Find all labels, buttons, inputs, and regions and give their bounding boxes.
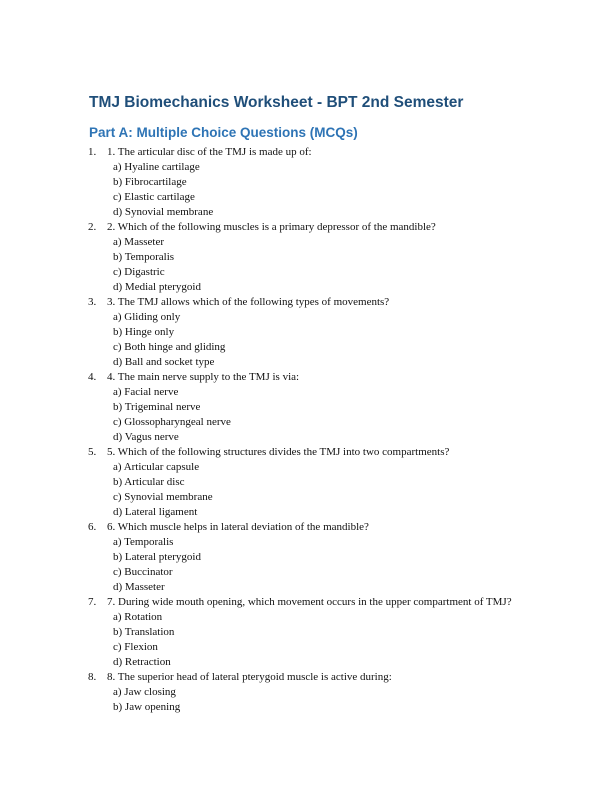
answer-option: c) Glossopharyngeal nerve: [113, 416, 231, 428]
document-title: TMJ Biomechanics Worksheet - BPT 2nd Semester: [89, 94, 464, 111]
question-item: [0, 670, 517, 715]
question-item: [0, 145, 517, 220]
option-list: [107, 460, 517, 520]
answer-option: b) Trigeminal nerve: [113, 401, 201, 413]
answer-option: d) Medial pterygoid: [113, 281, 201, 293]
section-heading: Part A: Multiple Choice Questions (MCQs): [89, 125, 358, 140]
question-item: [0, 220, 517, 295]
option-list: [107, 685, 517, 715]
question-text: 1. The articular disc of the TMJ is made up of:: [107, 146, 312, 158]
question-number: 4.: [88, 371, 97, 383]
answer-option: b) Lateral pterygoid: [113, 551, 201, 563]
option-list: [107, 160, 517, 220]
answer-option: d) Vagus nerve: [113, 431, 179, 443]
question-number: 7.: [88, 596, 97, 608]
question-item: [0, 370, 517, 445]
answer-option: c) Buccinator: [113, 566, 173, 578]
question-text: 7. During wide mouth opening, which movement occurs in the upper compartment of TMJ?: [107, 596, 512, 608]
question-text: 2. Which of the following muscles is a primary depressor of the mandible?: [107, 221, 436, 233]
answer-option: d) Ball and socket type: [113, 356, 215, 368]
question-text: 6. Which muscle helps in lateral deviation of the mandible?: [107, 521, 369, 533]
answer-option: c) Elastic cartilage: [113, 191, 195, 203]
answer-option: a) Gliding only: [113, 311, 181, 323]
option-list: [107, 610, 517, 670]
answer-option: c) Flexion: [113, 641, 158, 653]
question-list: [0, 145, 606, 715]
answer-option: b) Hinge only: [113, 326, 175, 338]
answer-option: d) Retraction: [113, 656, 171, 668]
question-number: 5.: [88, 446, 97, 458]
answer-option: d) Masseter: [113, 581, 165, 593]
question-text: 8. The superior head of lateral pterygoid muscle is active during:: [107, 671, 392, 683]
answer-option: a) Masseter: [113, 236, 165, 248]
question-text: 4. The main nerve supply to the TMJ is via:: [107, 371, 300, 383]
question-number: 2.: [88, 221, 97, 233]
answer-option: c) Synovial membrane: [113, 491, 213, 503]
question-number: 3.: [88, 296, 97, 308]
answer-option: a) Articular capsule: [113, 461, 200, 473]
option-list: [107, 535, 517, 595]
answer-option: d) Lateral ligament: [113, 506, 198, 518]
question-number: 1.: [88, 146, 97, 158]
answer-option: a) Rotation: [113, 611, 163, 623]
answer-option: b) Translation: [113, 626, 175, 638]
question-number: 6.: [88, 521, 97, 533]
question-number: 8.: [88, 671, 97, 683]
answer-option: c) Both hinge and gliding: [113, 341, 226, 353]
answer-option: b) Articular disc: [113, 476, 185, 488]
answer-option: a) Temporalis: [113, 536, 174, 548]
question-item: [0, 595, 517, 670]
answer-option: a) Hyaline cartilage: [113, 161, 200, 173]
answer-option: d) Synovial membrane: [113, 206, 214, 218]
option-list: [107, 310, 517, 370]
question-item: [0, 295, 517, 370]
answer-option: b) Fibrocartilage: [113, 176, 187, 188]
answer-option: a) Facial nerve: [113, 386, 179, 398]
question-text: 5. Which of the following structures divides the TMJ into two compartments?: [107, 446, 450, 458]
answer-option: b) Temporalis: [113, 251, 175, 263]
question-text: 3. The TMJ allows which of the following types of movements?: [107, 296, 390, 308]
answer-option: a) Jaw closing: [113, 686, 176, 698]
option-list: [107, 385, 517, 445]
answer-option: c) Digastric: [113, 266, 165, 278]
option-list: [107, 235, 517, 295]
answer-option: b) Jaw opening: [113, 701, 181, 713]
question-item: [0, 445, 517, 520]
question-item: [0, 520, 517, 595]
